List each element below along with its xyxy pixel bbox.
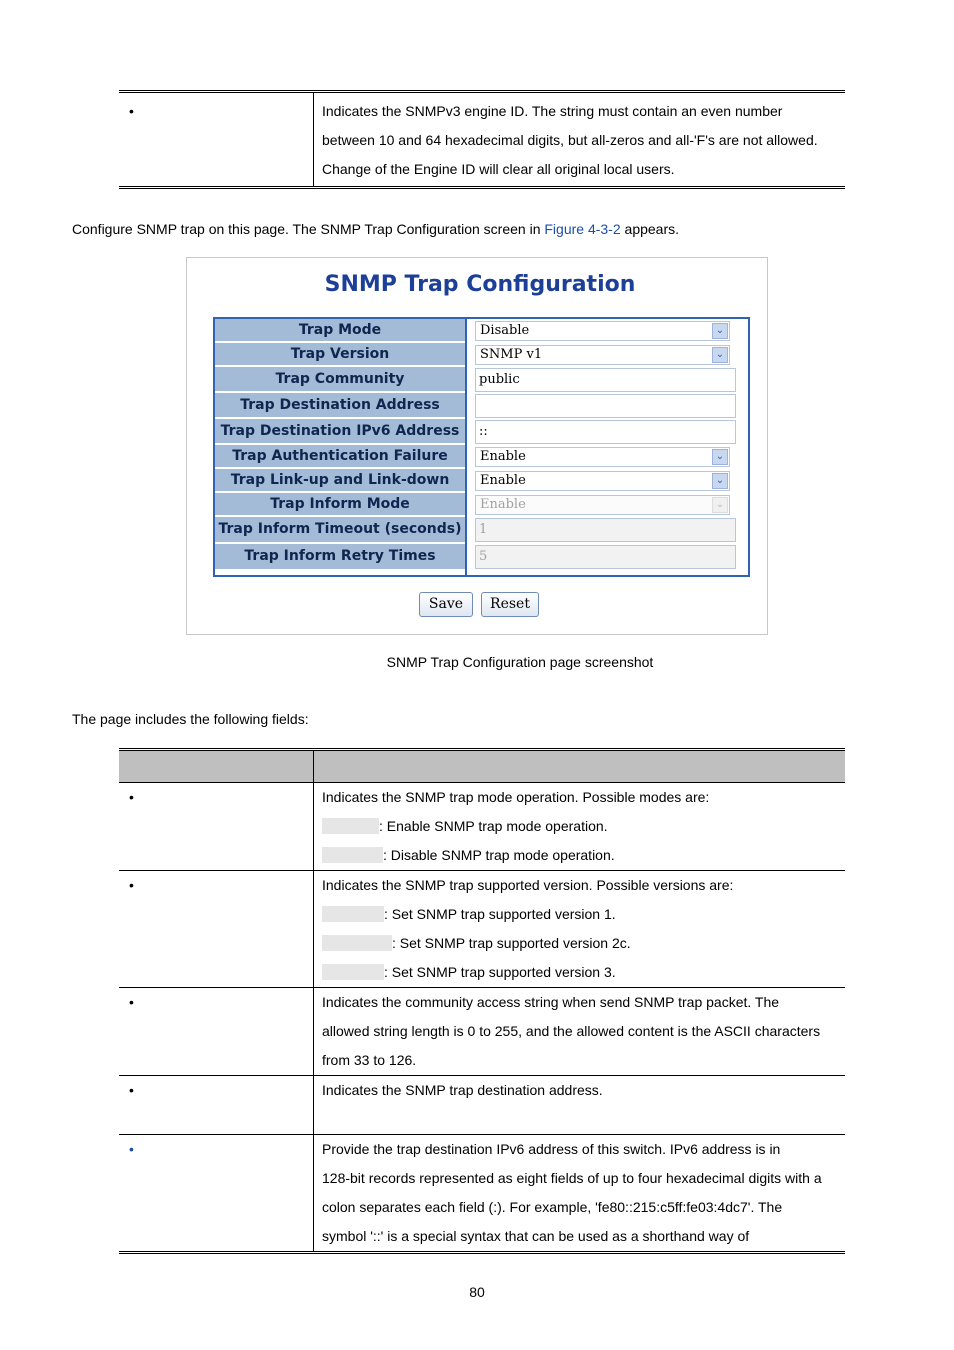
description-text: from 33 to 126. <box>322 1052 417 1068</box>
description-line <box>322 900 839 929</box>
select-value: SNMP v1 <box>480 347 543 362</box>
fields-intro: The page includes the following fields: <box>72 711 309 727</box>
table-row <box>119 871 845 988</box>
figure-caption: SNMP Trap Configuration page screenshot <box>386 654 654 670</box>
engine-id-table <box>119 90 845 189</box>
description-line <box>322 1135 839 1164</box>
description-line <box>322 841 839 870</box>
chevron-down-icon: ⌄ <box>712 323 728 339</box>
bullet: • <box>129 877 134 893</box>
select-value: Enable <box>480 497 526 512</box>
description-text: : Set SNMP trap supported version 2c. <box>392 935 631 951</box>
description-text: 128-bit records represented as eight fields of up to four hexadecimal digits with a <box>322 1170 822 1186</box>
trap-config-form <box>213 317 750 577</box>
header-object-cell <box>119 750 314 783</box>
description-text: Indicates the SNMP trap destination address. <box>322 1082 603 1098</box>
description-line <box>322 988 839 1017</box>
description-text: colon separates each field (:). For example, 'fe80::215:c5ff:fe03:4dc7'. The <box>322 1199 783 1215</box>
bullet: • <box>129 1082 134 1098</box>
chevron-down-icon: ⌄ <box>712 473 728 489</box>
select-value: Enable <box>480 473 526 488</box>
field-name-cell <box>119 988 314 1076</box>
bullet: • <box>129 103 134 119</box>
description-text: Indicates the SNMP trap mode operation. Possible modes are: <box>322 789 710 805</box>
option-name-placeholder <box>322 818 379 834</box>
description-text: Indicates the SNMP trap supported version. Possible versions are: <box>322 877 734 893</box>
select-value: Enable <box>480 449 526 464</box>
description-line <box>322 958 839 987</box>
description-text: : Disable SNMP trap mode operation. <box>383 847 615 863</box>
table-row <box>119 1076 845 1135</box>
field-name-cell <box>119 1135 314 1253</box>
column-divider <box>465 319 467 575</box>
chevron-down-icon: ⌄ <box>712 347 728 363</box>
select-dropdown[interactable] <box>475 321 730 341</box>
figure-link[interactable]: Figure 4-3-2 <box>544 221 621 237</box>
field-name-cell <box>119 1076 314 1135</box>
description-line <box>322 871 839 900</box>
option-name-placeholder <box>322 935 392 951</box>
text-input[interactable] <box>475 394 736 418</box>
select-dropdown[interactable] <box>475 447 730 467</box>
snmp-trap-screenshot <box>186 257 768 635</box>
bullet: • <box>129 1141 134 1157</box>
select-dropdown[interactable] <box>475 345 730 365</box>
bullet: • <box>129 789 134 805</box>
select-dropdown[interactable] <box>475 471 730 491</box>
field-description-cell <box>314 92 846 188</box>
field-label: Trap Destination Address <box>215 393 465 419</box>
reset-button[interactable]: Reset <box>481 592 539 617</box>
field-label: Trap Mode <box>215 319 465 343</box>
bullet: • <box>129 994 134 1010</box>
field-name-cell <box>119 871 314 988</box>
description-text: Indicates the community access string when send SNMP trap packet. The <box>322 994 780 1010</box>
description-line <box>322 929 839 958</box>
field-description-cell <box>314 1076 846 1135</box>
save-button[interactable]: Save <box>419 592 473 617</box>
description-line <box>322 1193 839 1222</box>
description-line <box>322 1222 839 1251</box>
field-label: Trap Authentication Failure <box>215 445 465 469</box>
description-text: symbol '::' is a special syntax that can be used as a shorthand way of <box>322 1228 750 1244</box>
field-label: Trap Link-up and Link-down <box>215 469 465 493</box>
description-line <box>322 1105 839 1134</box>
page-number: 80 <box>469 1284 485 1300</box>
intro-text: Configure SNMP trap on this page. The SNMP Trap Configuration screen in <box>72 221 545 237</box>
description-text: allowed string length is 0 to 255, and the allowed content is the ASCII characters <box>322 1023 821 1039</box>
header-description-cell <box>314 750 846 783</box>
field-label: Trap Inform Retry Times <box>215 544 465 571</box>
description-line <box>322 1164 839 1193</box>
description-line <box>322 1076 839 1105</box>
field-label: Trap Destination IPv6 Address <box>215 419 465 445</box>
text-input[interactable]: :: <box>475 420 736 444</box>
text-input: 1 <box>475 518 736 542</box>
field-label: Trap Version <box>215 343 465 367</box>
text-input[interactable]: public <box>475 368 736 392</box>
field-label: Trap Community <box>215 367 465 393</box>
text-input: 5 <box>475 545 736 569</box>
description-line <box>322 812 839 841</box>
description-line <box>322 783 839 812</box>
select-dropdown <box>475 495 730 515</box>
intro-text-end: appears. <box>620 221 680 237</box>
option-name-placeholder <box>322 847 383 863</box>
description-line: Change of the Engine ID will clear all original local users. <box>322 161 675 177</box>
description-text: : Set SNMP trap supported version 3. <box>384 964 616 980</box>
field-description-cell <box>314 783 846 871</box>
field-label: Trap Inform Timeout (seconds) <box>215 517 465 544</box>
field-description-cell <box>314 988 846 1076</box>
description-line <box>322 1017 839 1046</box>
table-row <box>119 783 845 871</box>
select-value: Disable <box>480 323 530 338</box>
field-name-cell <box>119 92 314 188</box>
description-line: Indicates the SNMPv3 engine ID. The string must contain an even number <box>322 103 783 119</box>
intro-paragraph <box>72 221 679 237</box>
description-line <box>322 1046 839 1075</box>
field-name-cell <box>119 783 314 871</box>
chevron-down-icon: ⌄ <box>712 497 728 513</box>
field-label: Trap Inform Mode <box>215 493 465 517</box>
table-row <box>119 988 845 1076</box>
option-name-placeholder <box>322 964 384 980</box>
description-text: : Enable SNMP trap mode operation. <box>379 818 608 834</box>
description-text: : Set SNMP trap supported version 1. <box>384 906 616 922</box>
table-header-row <box>119 750 845 783</box>
description-text: Provide the trap destination IPv6 address of this switch. IPv6 address is in <box>322 1141 781 1157</box>
field-description-cell <box>314 1135 846 1253</box>
chevron-down-icon: ⌄ <box>712 449 728 465</box>
description-line: between 10 and 64 hexadecimal digits, but all-zeros and all-'F's are not allowed. <box>322 132 818 148</box>
field-description-cell <box>314 871 846 988</box>
fields-table <box>119 748 845 1254</box>
table-row <box>119 1135 845 1253</box>
option-name-placeholder <box>322 906 384 922</box>
screenshot-title: SNMP Trap Configuration <box>324 272 636 297</box>
